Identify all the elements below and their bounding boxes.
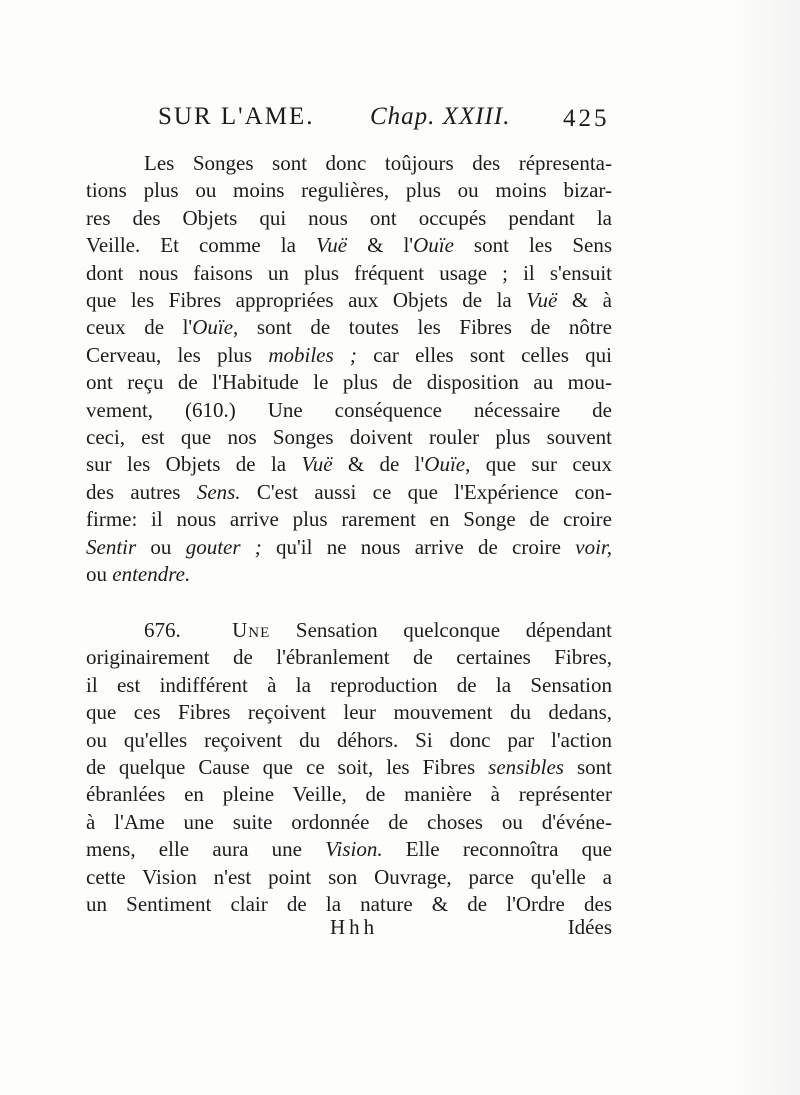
catchword: Idées xyxy=(567,915,612,939)
text-line: il est indifférent à la reproduction de la Sensation xyxy=(86,672,612,697)
text-line: que ces Fibres reçoivent leur mouvement du dedans, xyxy=(86,700,612,725)
text-line: ébranlées en pleine Veille, de manière à représenter xyxy=(86,782,612,807)
text-line: ou qu'elles reçoivent du déhors. Si donc par l'action xyxy=(86,727,612,752)
paragraph-songes xyxy=(86,150,612,589)
catchline xyxy=(86,915,612,945)
text-line: Les Songes sont donc toûjours des répresenta- xyxy=(144,151,612,175)
text-line: ceux de l'Ouïe, sont de toutes les Fibres de nôtre xyxy=(86,315,612,340)
text-line: à l'Ame une suite ordonnée de choses ou d'événe- xyxy=(86,809,612,834)
text-line: tions plus ou moins regulières, plus ou moins bizar- xyxy=(86,178,612,203)
text-line: sur les Objets de la Vuë & de l'Ouïe, que sur ceux xyxy=(86,452,612,477)
text-line: Sentir ou gouter ; qu'il ne nous arrive de croire voir, xyxy=(86,534,612,559)
text-line: res des Objets qui nous ont occupés pendant la xyxy=(86,205,612,230)
text-line-rest: Sensation quelconque dépendant xyxy=(295,618,613,642)
text-line: originairement de l'ébranlement de certaines Fibres, xyxy=(86,645,612,670)
text-line-first xyxy=(86,617,612,644)
page-number: 425 xyxy=(563,105,610,132)
text-line: ont reçu de l'Habitude le plus de disposition au mou- xyxy=(86,370,612,395)
paragraph-676 xyxy=(86,617,612,918)
text-line: Cerveau, les plus mobiles ; car elles sont celles qui xyxy=(86,342,613,367)
running-title: SUR L'AME. xyxy=(158,103,315,130)
text-line: ou entendre. xyxy=(86,562,191,587)
text-line: un Sentiment clair de la nature & de l'Ordre des xyxy=(86,892,612,917)
text-line: cette Vision n'est point son Ouvrage, parce qu'elle a xyxy=(86,864,612,889)
text-line: Veille. Et comme la Vuë & l'Ouïe sont les Sens xyxy=(86,233,612,258)
text-line: ceci, est que nos Songes doivent rouler plus souvent xyxy=(86,425,612,450)
text-line: mens, elle aura une Vision. Elle reconnoîtra que xyxy=(86,837,612,862)
text-line: de quelque Cause que ce soit, les Fibres sensibles sont xyxy=(86,755,612,780)
running-header xyxy=(158,103,618,139)
text-line: que les Fibres appropriées aux Objets de la Vuë & à xyxy=(86,288,613,313)
text-line: des autres Sens. C'est aussi ce que l'Expérience con- xyxy=(86,479,613,504)
signature-mark: Hhh xyxy=(330,915,379,939)
chapter-label: Chap. XXIII. xyxy=(370,103,511,130)
section-number: 676. xyxy=(144,618,181,642)
page-edge-shadow xyxy=(730,0,800,1095)
text-line: firme: il nous arrive plus rarement en Songe de croire xyxy=(86,507,612,532)
section-lead-word: Une xyxy=(232,618,271,642)
text-line: dont nous faisons un plus fréquent usage ; il s'ensuit xyxy=(86,260,612,285)
text-line: vement, (610.) Une conséquence nécessaire de xyxy=(86,397,612,422)
